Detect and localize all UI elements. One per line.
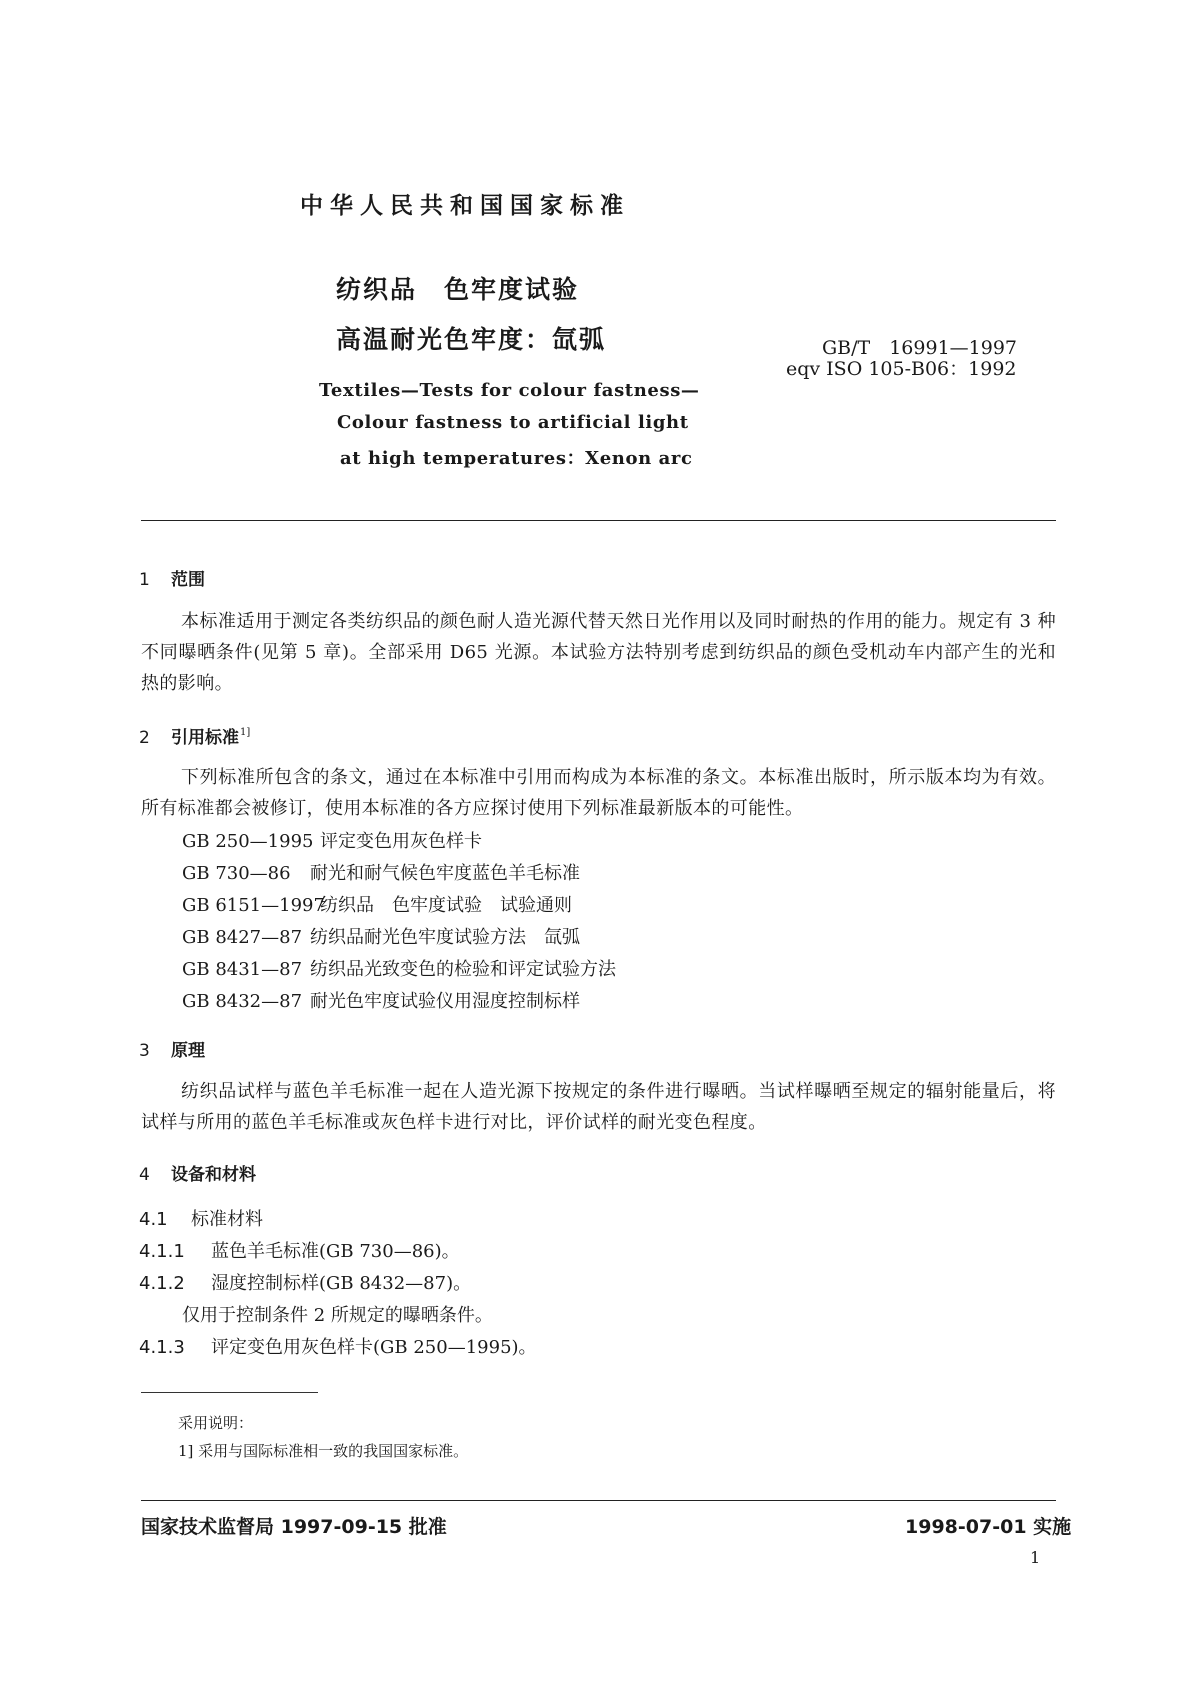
english-title-line3: at high temperatures：Xenon arc [340,448,693,469]
subclause-number: 4.1.1 [139,1241,185,1262]
reference-code: GB 8427—87 [182,927,303,948]
reference-code: GB 8432—87 [182,991,303,1012]
effective-date: 1998-07-01 实施 [905,1516,1072,1538]
reference-code: GB 250—1995 [182,831,314,852]
subclause-text: 蓝色羊毛标准(GB 730—86)。 [211,1241,460,1262]
subclause-text: 评定变色用灰色样卡(GB 250—1995)。 [211,1337,537,1358]
standard-number: GB/T 16991—1997 [822,337,1018,359]
subclause-item [139,1333,537,1359]
principle-paragraph: 纺织品试样与蓝色羊毛标准一起在人造光源下按规定的条件进行曝晒。当试样曝晒至规定的辐射能量后，将试样与所用的蓝色羊毛标准或灰色样卡进行对比，评价试样的耐光变色程度。 [141,1081,1056,1133]
reference-code: GB 730—86 [182,863,291,884]
section-title: 引用标准 [171,728,239,748]
reference-item [182,923,580,949]
reference-item [182,859,580,885]
section-heading-apparatus [139,1160,256,1185]
approval-statement: 国家技术监督局 1997-09-15 批准 [141,1516,447,1538]
footer-divider [141,1500,1056,1501]
reference-item [182,891,572,917]
reference-title: 纺织品耐光色牢度试验方法 氙弧 [310,927,580,948]
section-title: 设备和材料 [171,1165,256,1185]
reference-item [182,827,482,853]
footnote-marker: 1] [240,727,251,738]
national-standard-heading: 中华人民共和国国家标准 [300,193,630,219]
subclause-text: 仅用于控制条件 2 所规定的曝晒条件。 [182,1305,493,1326]
section-heading-scope [139,565,205,590]
subclause-item [139,1269,471,1295]
references-paragraph: 下列标准所包含的条文，通过在本标准中引用而构成为本标准的条文。本标准出版时，所示版本均为有效。所有标准都会被修订，使用本标准的各方应探讨使用下列标准最新版本的可能性。 [141,767,1056,819]
reference-title: 纺织品光致变色的检验和评定试验方法 [310,959,616,980]
section-heading-normative-references [139,723,250,748]
english-title-line2: Colour fastness to artificial light [337,412,689,433]
reference-title: 耐光和耐气候色牢度蓝色羊毛标准 [310,863,580,884]
chinese-title-line1: 纺织品 色牢度试验 [336,275,580,304]
section-number: 3 [139,1041,150,1061]
subclause-item [139,1205,263,1231]
reference-code: GB 6151—1997 [182,895,325,916]
subclause-item [139,1237,460,1263]
footnote-text: 1] 采用与国际标准相一致的我国国家标准。 [178,1442,469,1460]
footnote-heading: 采用说明： [178,1414,254,1432]
reference-title: 耐光色牢度试验仪用湿度控制标样 [310,991,580,1012]
section-number: 2 [139,728,150,748]
section-title: 范围 [171,570,205,590]
subclause-note [182,1301,493,1327]
subclause-number: 4.1.2 [139,1273,185,1294]
footnote-divider [141,1392,318,1393]
section-number: 1 [139,570,150,590]
subclause-text: 湿度控制标样(GB 8432—87)。 [211,1273,472,1294]
equivalence-note: eqv ISO 105-B06：1992 [786,358,1017,380]
page-number: 1 [1030,1548,1041,1567]
reference-code: GB 8431—87 [182,959,303,980]
section-title: 原理 [171,1041,205,1061]
scope-paragraph: 本标准适用于测定各类纺织品的颜色耐人造光源代替天然日光作用以及同时耐热的作用的能力。规定有 3 种不同曝晒条件(见第 5 章)。全部采用 D65 光源。本试验方法特别考虑到纺织品的颜色受机动车内部产生的光和热的影响。 [141,611,1056,694]
subclause-number: 4.1 [139,1209,168,1230]
section-number: 4 [139,1165,150,1185]
reference-title: 评定变色用灰色样卡 [320,831,482,852]
chinese-title-line2: 高温耐光色牢度：氙弧 [336,325,607,354]
reference-title: 纺织品 色牢度试验 试验通则 [320,895,572,916]
english-title-line1: Textiles—Tests for colour fastness— [319,380,700,401]
section-heading-principle [139,1036,205,1061]
reference-item [182,987,580,1013]
subclause-number: 4.1.3 [139,1337,185,1358]
reference-item [182,955,616,981]
subclause-text: 标准材料 [191,1209,263,1230]
header-divider [141,520,1056,521]
